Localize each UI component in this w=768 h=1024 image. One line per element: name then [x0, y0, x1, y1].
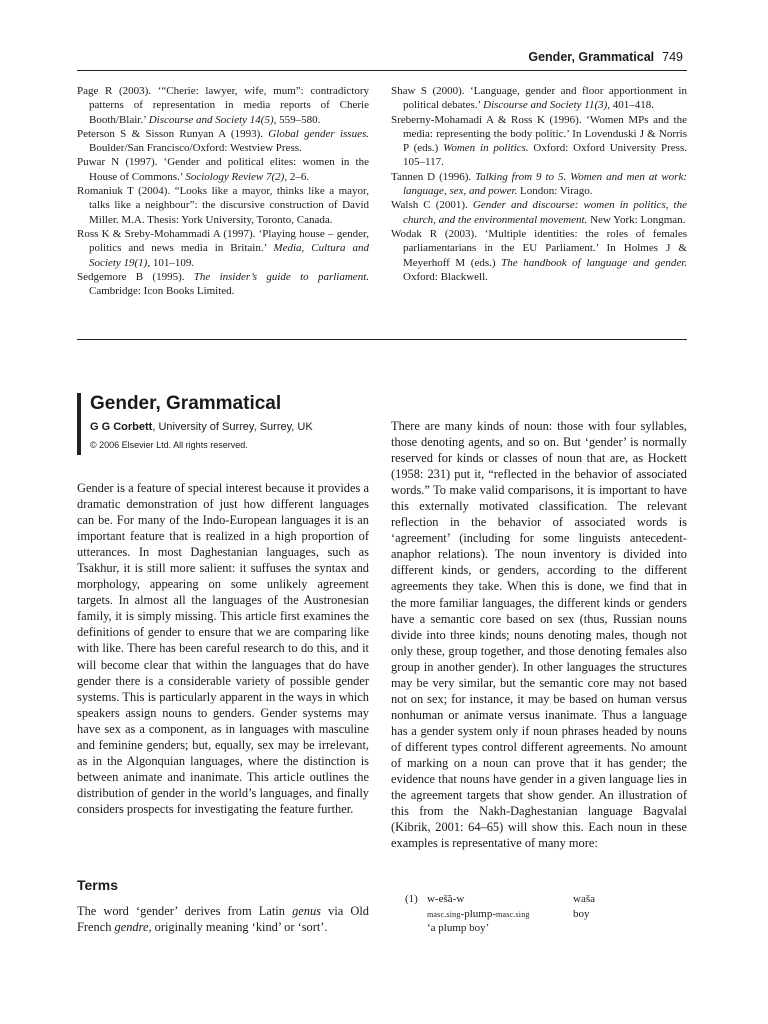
reference-entry: Ross K & Sreby-Mohammadi A (1997). ‘Playing house – gender, politics and news media in Britain.’ Media, Cultura and Society 19(1), 101–109.: [77, 227, 369, 269]
page-number: 749: [662, 50, 683, 64]
copyright-notice: © 2006 Elsevier Ltd. All rights reserved.: [90, 440, 248, 450]
reference-entry: Tannen D (1996). Talking from 9 to 5. Women and men at work: language, sex, and power. London: Virago.: [391, 170, 687, 198]
author-affiliation: , University of Surrey, Surrey, UK: [152, 421, 313, 433]
intro-paragraph-block: [77, 480, 369, 817]
reference-entry: Page R (2003). ‘“Cherie: lawyer, wife, mum”: contradictory patterns of representation in media reports of Cherie Booth/Blair.’ Discourse and Society 14(5), 559–580.: [77, 85, 369, 126]
header-rule: [77, 70, 687, 71]
intro-paragraph: Gender is a feature of special interest because it provides a dramatic demonstration of just how different languages can be. For many of the Indo-European languages it is an important feature that is realized in a high proportion of utterances. In most Daghestanian languages, such as Tsakhur, it is still more salient: it suffuses the syntax and morphology, appearing on some unlikely agreement targets. In almost all the languages of the Austronesian family, it is simply missing. This article first examines the definitions of gender to ensure that we are comparing like with like. There has been careful research to do this, and it will become clear that within the languages that do have gender there is a considerable variety of possible gender systems. This is particularly apparent in the ways in which speakers assign nouns to genders. Gender systems may have sex as a component, as in languages with masculine and feminine genders; but, equally, sex may be irrelevant, as in the Algonquian languages, where the distinction is between animate and inanimate. This article outlines the distribution of gender in the world’s languages, and finally considers prospects for investigating the feature further.: [77, 481, 369, 816]
running-header: [528, 50, 683, 64]
example-form: w-eš̃a-w: [427, 893, 465, 905]
terms-paragraph-block: [77, 903, 369, 935]
example-form-row: [405, 892, 687, 907]
section-divider: [77, 339, 687, 340]
example-gloss: masc.sing-plump-masc.sing: [427, 907, 530, 920]
example-translation: ‘a plump boy’: [427, 922, 490, 934]
example-noun: waša: [573, 893, 595, 905]
terms-paragraph: The word ‘gender’ derives from Latin genus via Old French gendre, originally meaning ‘kind’ or ‘sort’.: [77, 904, 369, 935]
reference-entry: Puwar N (1997). ‘Gender and political elites: women in the House of Commons.’ Sociology Review 7(2), 2–6.: [77, 156, 369, 183]
references-left-column: [77, 84, 369, 298]
reference-entry: Romaniuk T (2004). “Looks like a mayor, thinks like a mayor, talks like a neighbour”: the discursive construction of David Miller. M.A. Thesis: York University, Toronto, Canada.: [77, 185, 369, 226]
reference-entry: Sreberny-Mohamadi A & Ross K (1996). ‘Women MPs and the media: representing the body politic.’ In Lovenduski J & Norris P (eds.) Women in politics. Oxford: Oxford University Press. 105–117.: [391, 113, 687, 169]
example-noun-gloss: boy: [573, 907, 590, 920]
section-heading-terms: Terms: [77, 877, 118, 893]
body-paragraph: There are many kinds of noun: those with four syllables, those denoting agents, and so on. But ‘gender’ is normally reserved for kinds or classes of noun that are, as Hockett (1958: 231) put it, “reflected in the behavior of associated words.” To make valid comparisons, it is important to have this externally motivated classification. The relevant reflection in the behavior of associated words is ‘agreement’ (including for some linguists antecedent-anaphor relations). The noun inventory is divided into different kinds, or genders, according to the different agreements they take. When this is done, we find that in the more familiar languages, the different kinds or genders have a semantic core based on sex (thus, Russian nouns divide into three kinds; nouns denoting males, though not only these, group together, and those denoting females also group in another gender). In other languages the structures may be very similar, but the semantic core may not based not on sex; for instance, it may be based on human versus nonhuman or animate versus inanimate. Thus a language has a gender system only if noun phrases headed by nouns of different types control different agreements. No amount of marking on a noun can prove that it has gender; the evidence that nouns have gender in a given language lies in the agreement targets that show gender. An illustration of this from the Nakh-Daghestanian language Bagvalal (Kibrik, 2001: 64–65) will show this. Each noun in these examples is representative of many more:: [391, 419, 687, 851]
references-right-column: [391, 84, 687, 284]
example-gloss-row: [405, 907, 687, 922]
author-line: [90, 421, 369, 433]
article-title-block: [77, 393, 369, 455]
interlinear-example: [405, 892, 687, 936]
reference-entry: Walsh C (2001). Gender and discourse: women in politics, the church, and the environmental movement. New York: Longman.: [391, 199, 687, 226]
right-column-body: [391, 418, 687, 851]
example-translation-row: [405, 921, 687, 936]
running-title: Gender, Grammatical: [528, 50, 655, 64]
author-name: G G Corbett: [90, 421, 153, 433]
reference-entry: Wodak R (2003). ‘Multiple identities: the roles of females parliamentarians in the EU Parliament.’ In Holmes J & Meyerhoff M (eds.) The handbook of language and gender. Oxford: Blackwell.: [391, 227, 688, 283]
reference-entry: Shaw S (2000). ‘Language, gender and floor apportionment in political debates.’ Discourse and Society 11(3), 401–418.: [391, 85, 687, 112]
reference-entry: Sedgemore B (1995). The insider’s guide to parliament. Cambridge: Icon Books Limited.: [77, 270, 369, 298]
article-title: Gender, Grammatical: [90, 393, 282, 414]
reference-entry: Peterson S & Sisson Runyan A (1993). Global gender issues. Boulder/San Francisco/Oxford: Westview Press.: [77, 127, 369, 155]
example-number: (1): [405, 893, 418, 905]
